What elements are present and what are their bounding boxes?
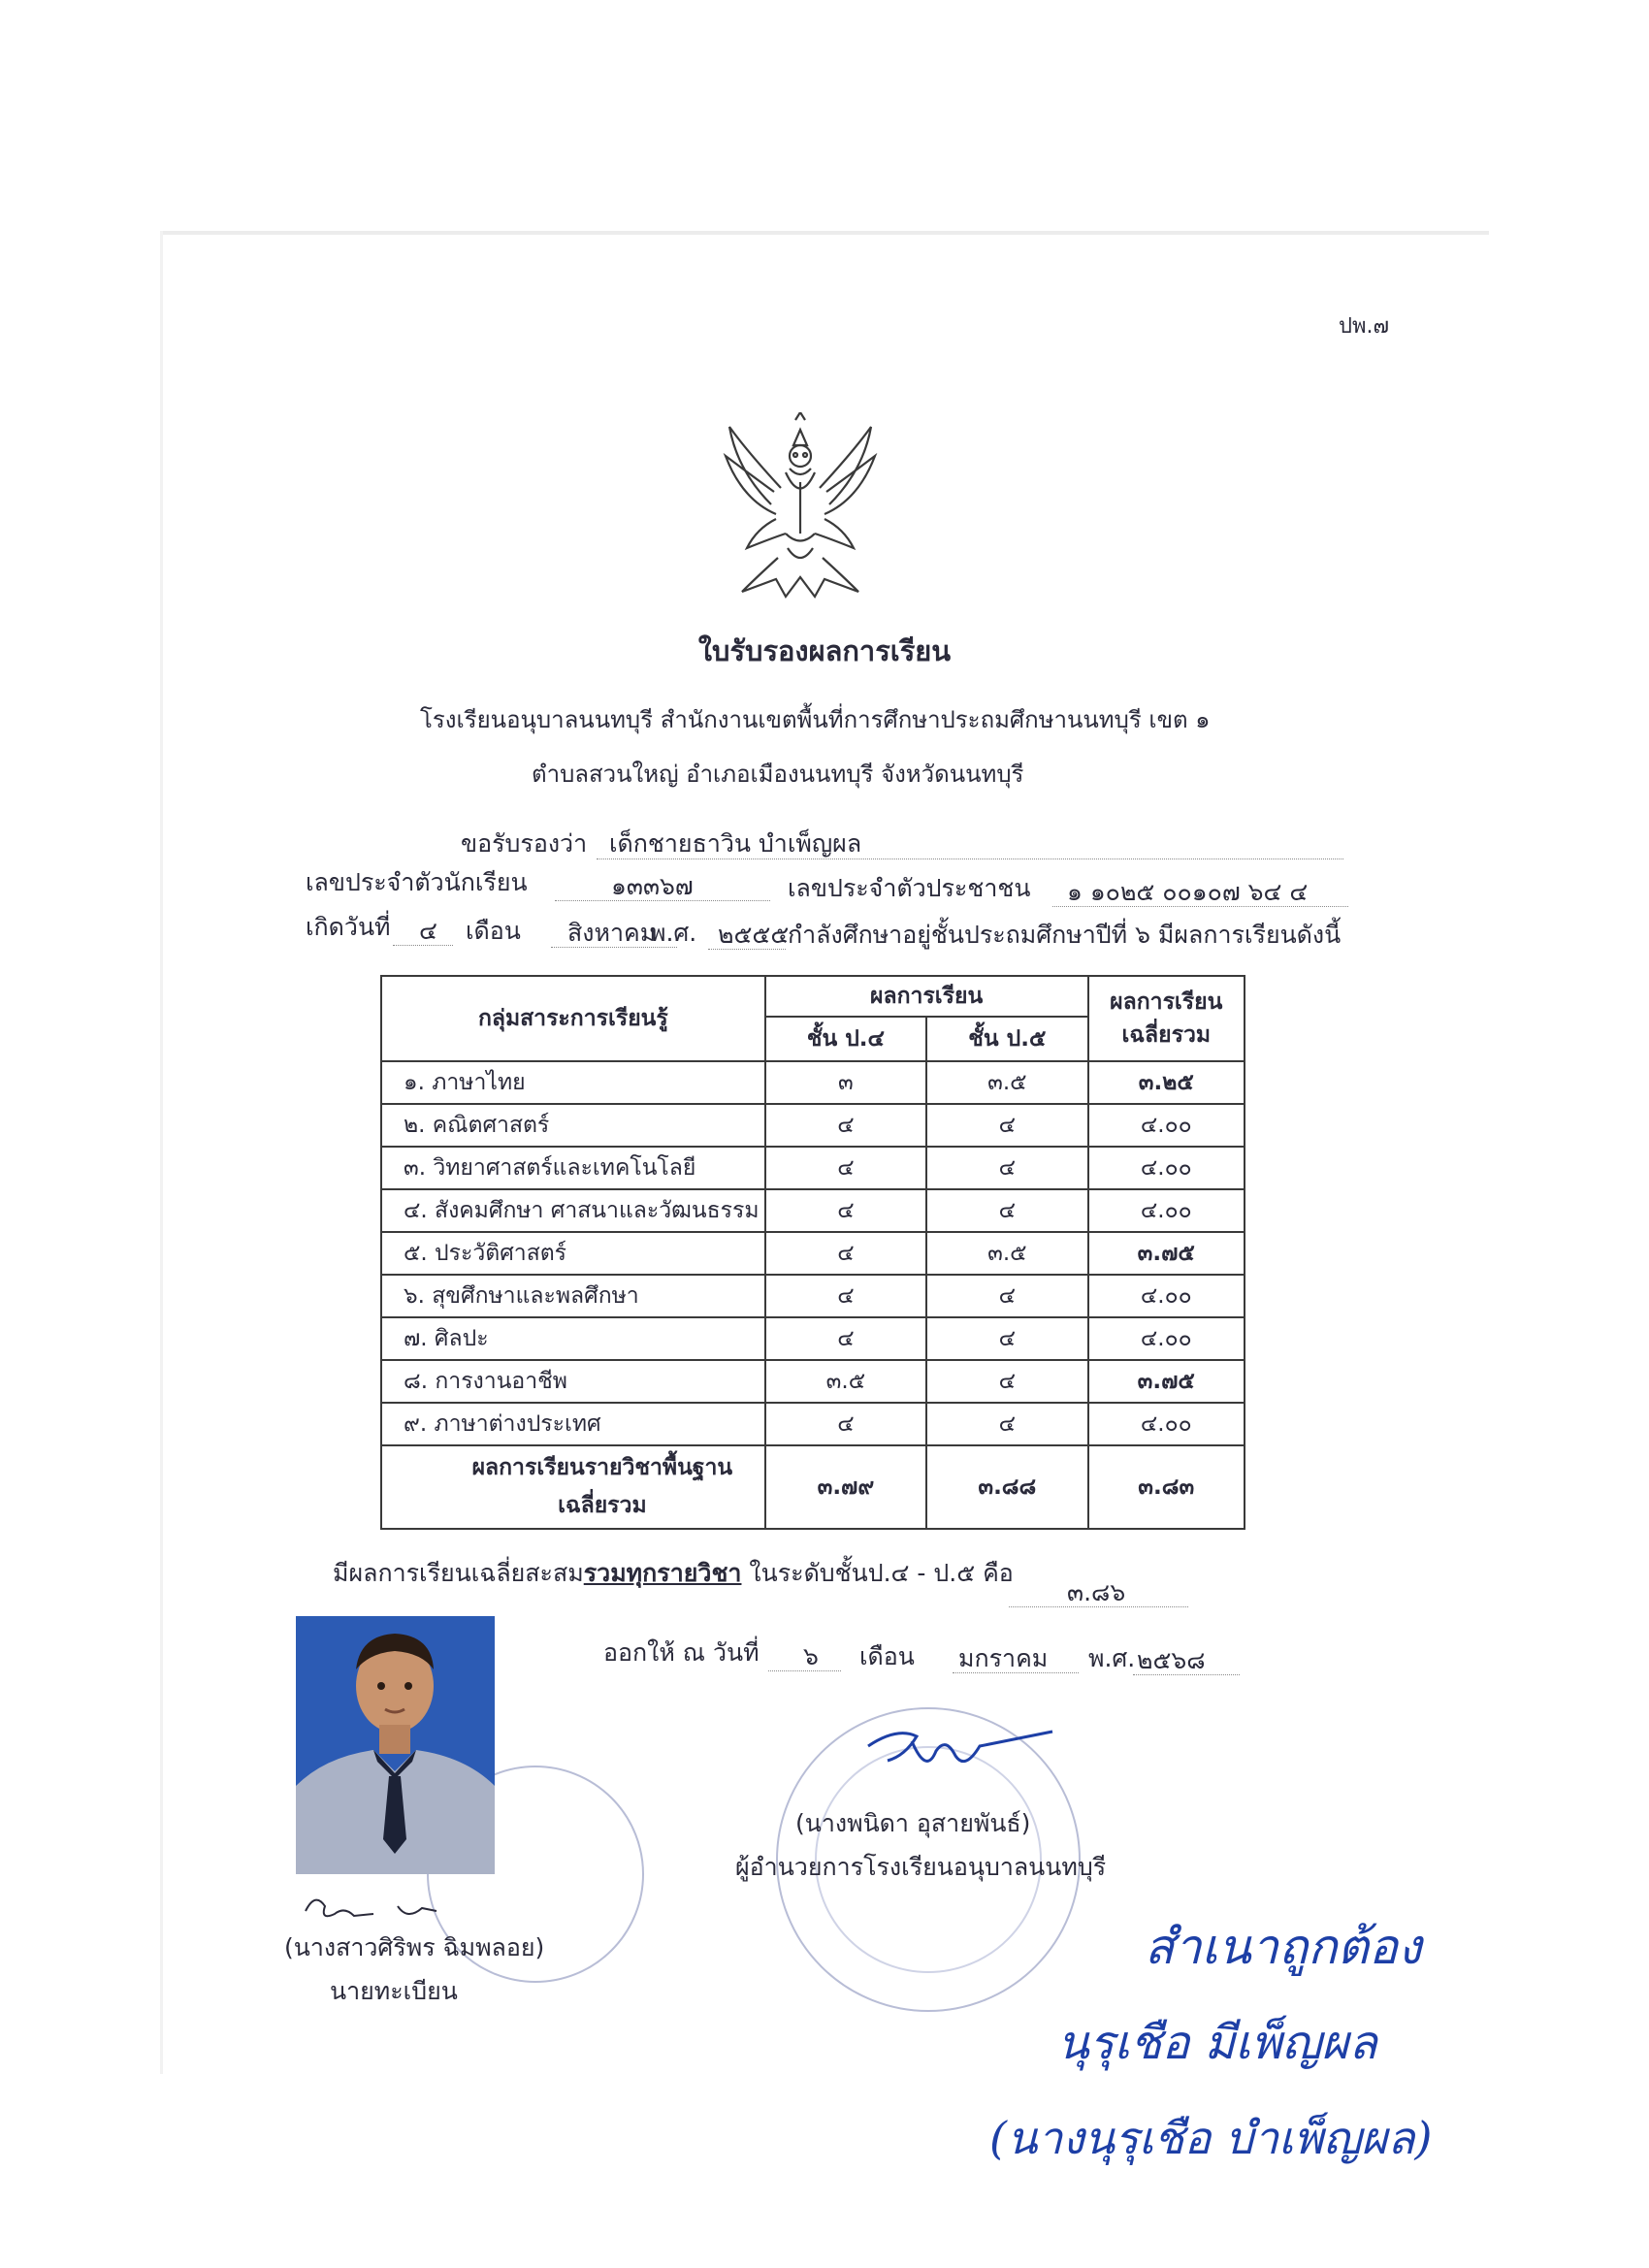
- grade-p4: ๔: [765, 1275, 926, 1317]
- birth-year: ๒๕๕๕: [718, 921, 790, 949]
- subject-name: ๗. ศิลปะ: [381, 1317, 765, 1360]
- grade-p4: ๓: [765, 1061, 926, 1104]
- grade-average: ๔.๐๐: [1088, 1189, 1245, 1232]
- issued-year-label: พ.ศ.: [1088, 1644, 1136, 1672]
- grades-table: [380, 975, 1245, 1530]
- summary-label-line1: ผลการเรียนรายวิชาพื้นฐาน: [471, 1454, 733, 1480]
- grade-p5: ๔: [926, 1147, 1087, 1189]
- grade-p5: ๓.๕: [926, 1232, 1087, 1275]
- grade-average: ๓.๗๕: [1088, 1232, 1245, 1275]
- subject-name: ๖. สุขศึกษาและพลศึกษา: [381, 1275, 765, 1317]
- issued-label: ออกให้ ณ วันที่: [603, 1638, 760, 1667]
- certify-label: ขอรับรองว่า: [461, 829, 588, 858]
- subject-name: ๑. ภาษาไทย: [381, 1061, 765, 1104]
- grade-average: ๓.๒๕: [1088, 1061, 1245, 1104]
- school-line: โรงเรียนอนุบาลนนทบุรี สำนักงานเขตพื้นที่การศึกษาประถมศึกษานนทบุรี เขต ๑: [420, 706, 1211, 733]
- issued-month-label: เดือน: [859, 1642, 915, 1670]
- birth-day-line: [393, 945, 453, 946]
- summary-average: ๓.๘๓: [1088, 1445, 1245, 1529]
- grade-p5: ๔: [926, 1403, 1087, 1445]
- form-code: ปพ.๗: [1339, 314, 1390, 339]
- table-row: [381, 1317, 1245, 1360]
- student-id-line: [555, 900, 770, 901]
- table-row: [381, 1275, 1245, 1317]
- grade-average: ๔.๐๐: [1088, 1317, 1245, 1360]
- grade-p4: ๓.๕: [765, 1360, 926, 1403]
- registrar-signature-icon: [301, 1887, 446, 1930]
- citizen-id: ๑ ๑๐๒๕ ๐๐๑๐๗ ๖๔ ๔: [1067, 878, 1309, 906]
- subject-name: ๓. วิทยาศาสตร์และเทคโนโลยี: [381, 1147, 765, 1189]
- subject-name: ๘. การงานอาชีพ: [381, 1360, 765, 1403]
- grade-p4: ๔: [765, 1403, 926, 1445]
- director-name: (นางพนิดา อุสายพันธ์): [795, 1809, 1031, 1837]
- header-p5: ชั้น ป.๕: [926, 1017, 1087, 1061]
- issued-year: ๒๕๖๘: [1137, 1646, 1206, 1674]
- grade-p5: ๔: [926, 1317, 1087, 1360]
- student-id: ๑๓๓๖๗: [611, 872, 694, 900]
- grade-average: ๔.๐๐: [1088, 1104, 1245, 1147]
- grade-average: ๓.๗๕: [1088, 1360, 1245, 1403]
- header-p4: ชั้น ป.๔: [765, 1017, 926, 1061]
- cumulative-value: ๓.๘๖: [1067, 1578, 1126, 1606]
- issued-month: มกราคม: [958, 1644, 1049, 1672]
- registrar-title: นายทะเบียน: [330, 1977, 458, 2005]
- director-signature-icon: [858, 1717, 1072, 1795]
- director-title: ผู้อำนวยการโรงเรียนอนุบาลนนทบุรี: [735, 1853, 1107, 1881]
- summary-label: [381, 1445, 765, 1529]
- cumulative-suffix: ในระดับชั้นป.๔ - ป.๕ คือ: [741, 1559, 1014, 1587]
- cumulative-line: [333, 1554, 1014, 1593]
- table-row: [381, 1189, 1245, 1232]
- registrar-name: (นางสาวศิริพร ฉิมพลอย): [284, 1933, 545, 1961]
- birth-month: สิงหาคม: [567, 919, 657, 947]
- cumulative-emphasis: รวมทุกรายวิชา: [583, 1559, 742, 1587]
- cumulative-prefix: มีผลการเรียนเฉลี่ยสะสม: [333, 1559, 584, 1587]
- handwritten-full-name: (นางนุรุเชือ บำเพ็ญผล): [989, 2112, 1433, 2164]
- header-average: [1088, 976, 1245, 1061]
- summary-row: [381, 1445, 1245, 1529]
- cumulative-line-dots: [1009, 1606, 1188, 1607]
- page-title: ใบรับรองผลการเรียน: [697, 634, 952, 667]
- grade-average: ๔.๐๐: [1088, 1147, 1245, 1189]
- grade-p4: ๔: [765, 1189, 926, 1232]
- garuda-emblem-icon: [718, 412, 883, 601]
- grade-p4: ๔: [765, 1104, 926, 1147]
- subject-name: ๕. ประวัติศาสตร์: [381, 1232, 765, 1275]
- citizen-id-label: เลขประจำตัวประชาชน: [788, 874, 1031, 902]
- summary-label-line2: เฉลี่ยรวม: [558, 1493, 647, 1518]
- grade-average: ๔.๐๐: [1088, 1403, 1245, 1445]
- address-line: ตำบลสวนใหญ่ อำเภอเมืองนนทบุรี จังหวัดนนทบุรี: [532, 761, 1024, 788]
- issued-day: ๖: [803, 1642, 819, 1670]
- header-average-line1: ผลการเรียน: [1110, 988, 1223, 1015]
- table-row: [381, 1061, 1245, 1104]
- issued-month-line: [953, 1672, 1079, 1673]
- summary-p5: ๓.๘๘: [926, 1445, 1087, 1529]
- issued-day-line: [768, 1670, 841, 1671]
- table-row: [381, 1104, 1245, 1147]
- table-row: [381, 1360, 1245, 1403]
- header-average-line2: เฉลี่ยรวม: [1121, 1022, 1212, 1048]
- birth-day: ๔: [419, 917, 437, 945]
- summary-p4: ๓.๗๙: [765, 1445, 926, 1529]
- student-name: เด็กชายธาวิน บำเพ็ญผล: [609, 829, 862, 858]
- student-id-label: เลขประจำตัวนักเรียน: [306, 868, 528, 896]
- grade-p5: ๔: [926, 1189, 1087, 1232]
- grade-p4: ๔: [765, 1147, 926, 1189]
- handwritten-signature: นุรุเชือ มีเพ็ญผล: [1057, 2016, 1377, 2070]
- issued-year-line: [1133, 1674, 1240, 1675]
- born-label: เกิดวันที่: [306, 913, 391, 941]
- birth-year-line: [708, 949, 786, 950]
- citizen-id-line: [1052, 906, 1348, 907]
- grade-average: ๔.๐๐: [1088, 1275, 1245, 1317]
- table-row: [381, 1403, 1245, 1445]
- table-row: [381, 1232, 1245, 1275]
- grade-p4: ๔: [765, 1232, 926, 1275]
- birth-year-label: พ.ศ.: [650, 919, 697, 947]
- grade-p5: ๔: [926, 1275, 1087, 1317]
- student-photo: [296, 1616, 495, 1874]
- subject-name: ๒. คณิตศาสตร์: [381, 1104, 765, 1147]
- grade-p5: ๓.๕: [926, 1061, 1087, 1104]
- grade-p5: ๔: [926, 1360, 1087, 1403]
- header-results: ผลการเรียน: [765, 976, 1088, 1017]
- subject-name: ๔. สังคมศึกษา ศาสนาและวัฒนธรรม: [381, 1189, 765, 1232]
- paper-edge-left: [160, 231, 163, 2074]
- grade-p5: ๔: [926, 1104, 1087, 1147]
- table-row: [381, 1147, 1245, 1189]
- studying-text: กำลังศึกษาอยู่ชั้นประถมศึกษาปีที่ ๖ มีผลการเรียนดังนี้: [788, 921, 1342, 949]
- grade-p4: ๔: [765, 1317, 926, 1360]
- subject-name: ๙. ภาษาต่างประเทศ: [381, 1403, 765, 1445]
- header-subject: กลุ่มสาระการเรียนรู้: [381, 976, 765, 1061]
- birth-month-label: เดือน: [466, 917, 521, 945]
- handwritten-certified-copy: สำเนาถูกต้อง: [1145, 1919, 1422, 1975]
- paper-edge: [160, 231, 1489, 235]
